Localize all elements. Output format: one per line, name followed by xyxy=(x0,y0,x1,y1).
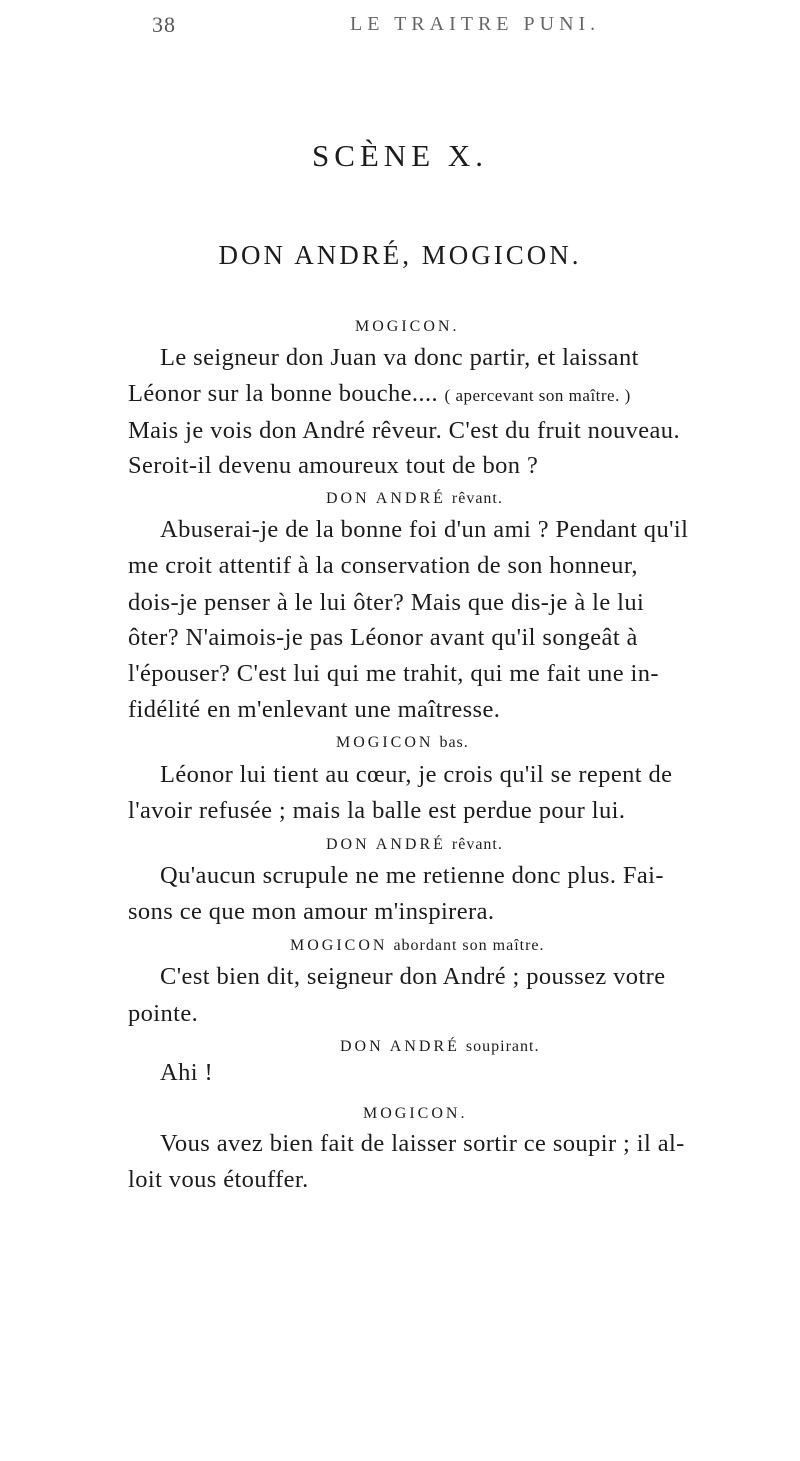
text-line: me croit attentif à la conservation de son honneur, xyxy=(128,552,638,579)
text-line: loit vous étouffer. xyxy=(128,1166,309,1193)
text-line: Mais je vois don André rêveur. C'est du fruit nouveau. xyxy=(128,417,680,444)
speaker-name xyxy=(326,836,503,854)
text-line: Abuserai-je de la bonne foi d'un ami ? Pendant qu'il xyxy=(160,516,689,543)
stage-direction: rêvant. xyxy=(451,490,503,507)
text-line: Qu'aucun scrupule ne me retienne donc plus. Fai- xyxy=(160,862,664,889)
text-line xyxy=(128,380,631,408)
stage-direction: bas. xyxy=(439,734,469,751)
stage-direction: rêvant. xyxy=(451,836,503,853)
text-line: fidélité en m'enlevant une maîtresse. xyxy=(128,696,501,723)
speaker-name xyxy=(290,937,545,955)
speaker-name xyxy=(363,1105,467,1123)
text-line: C'est bien dit, seigneur don André ; poussez votre xyxy=(160,963,666,990)
scene-title: SCÈNE X. xyxy=(311,138,489,173)
text-line: Ahi ! xyxy=(160,1059,214,1086)
text-line-part: Léonor sur la bonne bouche.... xyxy=(128,380,438,407)
speaker-name xyxy=(340,1038,539,1056)
speaker-label: MOGICON xyxy=(290,937,388,954)
text-line: l'épouser? C'est lui qui me trahit, qui me fait une in- xyxy=(128,660,659,687)
stage-direction: abordant son maître. xyxy=(393,937,545,954)
speaker-name xyxy=(326,490,503,508)
speaker-label: DON ANDRÉ xyxy=(326,490,446,507)
text-line: Le seigneur don Juan va donc partir, et laissant xyxy=(160,344,639,371)
text-line: Léonor lui tient au cœur, je crois qu'il se repent de xyxy=(160,761,673,788)
text-line: Vous avez bien fait de laisser sortir ce soupir ; il al- xyxy=(160,1130,685,1157)
speaker-label: MOGICON xyxy=(336,734,434,751)
speaker-name xyxy=(336,734,469,752)
page-number: 38 xyxy=(152,12,176,37)
text-line: Seroit-il devenu amoureux tout de bon ? xyxy=(128,452,539,479)
stage-direction: ( apercevant son maître. ) xyxy=(444,386,631,405)
speaker-label: DON ANDRÉ xyxy=(326,836,446,853)
speaker-name xyxy=(355,318,459,336)
speaker-label: DON ANDRÉ xyxy=(340,1038,460,1055)
speaker-label: MOGICON. xyxy=(355,318,460,335)
speaker-label: MOGICON. xyxy=(363,1105,468,1122)
text-line: sons ce que mon amour m'inspirera. xyxy=(128,898,495,925)
characters-heading: DON ANDRÉ, MOGICON. xyxy=(218,240,582,270)
text-line: pointe. xyxy=(128,1000,199,1027)
text-line: dois-je penser à le lui ôter? Mais que dis-je à le lui xyxy=(128,589,645,616)
text-line: l'avoir refusée ; mais la balle est perdue pour lui. xyxy=(128,797,626,824)
running-head: LE TRAITRE PUNI. xyxy=(350,13,601,35)
stage-direction: soupirant. xyxy=(465,1038,540,1055)
text-line: ôter? N'aimois-je pas Léonor avant qu'il songeât à xyxy=(128,624,638,651)
